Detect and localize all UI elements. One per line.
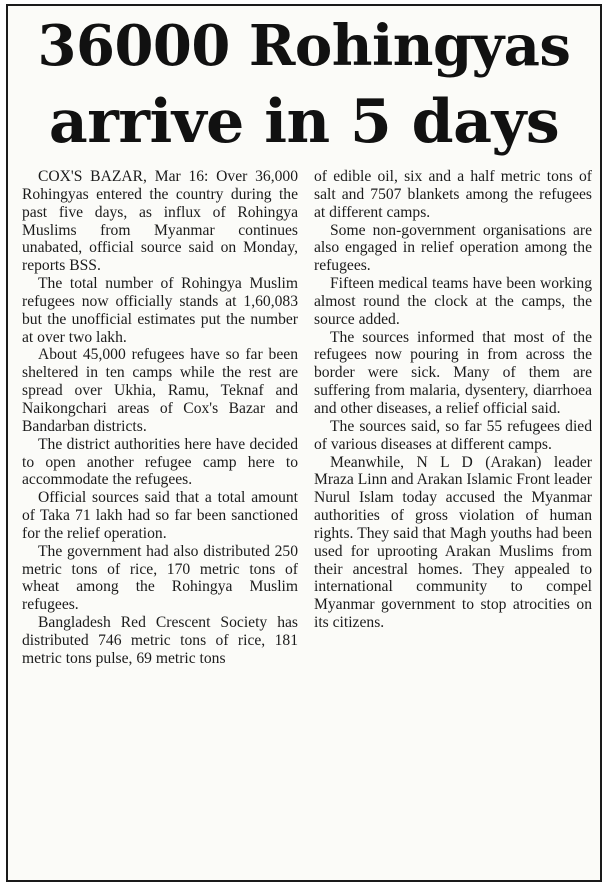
paragraph-dateline: COX'S BAZAR, Mar 16: Over 36,000 Rohingyas entered the country during the past five days, as influx of Rohingya Muslims from Myanmar continues unabated, official source said on Monday, reports BSS. [22, 168, 298, 275]
paragraph-refugee-total: The total number of Rohingya Muslim refugees now officially stands at 1,60,083 but the unofficial estimates put the number at over two lakh. [22, 275, 298, 346]
paragraph-funding: Official sources said that a total amount of Taka 71 lakh had so far been sanctioned for the relief operation. [22, 489, 298, 542]
article-column-left [22, 168, 298, 668]
paragraph-medical-teams: Fifteen medical teams have been working almost round the clock at the camps, the source added. [314, 275, 592, 328]
headline-line-2: arrive in 5 days [48, 87, 560, 157]
paragraph-government-aid: The government had also distributed 250 metric tons of rice, 170 metric tons of wheat among the Rohingya Muslim refugees. [22, 542, 298, 614]
paragraph-red-crescent: Bangladesh Red Crescent Society has distributed 746 metric tons of rice, 181 metric tons pulse, 69 metric tons [22, 614, 298, 667]
paragraph-sickness: The sources informed that most of the refugees now pouring in from across the border were sick. Many of them are suffering from malaria, dysentery, diarrhoea and other diseases, a relief official said. [314, 328, 592, 417]
paragraph-ngo-relief: Some non-government organisations are also engaged in relief operation among the refugees. [314, 221, 592, 275]
newspaper-clipping [6, 4, 602, 882]
paragraph-deaths: The sources said, so far 55 refugees died of various diseases at different camps. [314, 417, 592, 453]
paragraph-accusation: Meanwhile, N L D (Arakan) leader Mraza Linn and Arakan Islamic Front leader Nurul Islam today accused the Myanmar authorities of gross violation of human rights. They said that Magh youths had been used for uprooting Arakan Muslims from their ancestral homes. They appealed to international community to compel Myanmar government to stop atrocities on its citizens. [314, 453, 592, 632]
article-column-right [314, 168, 592, 632]
paragraph-red-crescent-continued: of edible oil, six and a half metric tons of salt and 7507 blankets among the refugees at different camps. [314, 168, 592, 221]
headline-line-1: 36000 Rohingyas [37, 13, 571, 79]
paragraph-camps: About 45,000 refugees have so far been sheltered in ten camps while the rest are spread over Ukhia, Ramu, Teknaf and Naikongchari areas of Cox's Bazar and Bandarban districts. [22, 346, 298, 435]
paragraph-new-camp: The district authorities here have decided to open another refugee camp here to accommodate the refugees. [22, 435, 298, 489]
